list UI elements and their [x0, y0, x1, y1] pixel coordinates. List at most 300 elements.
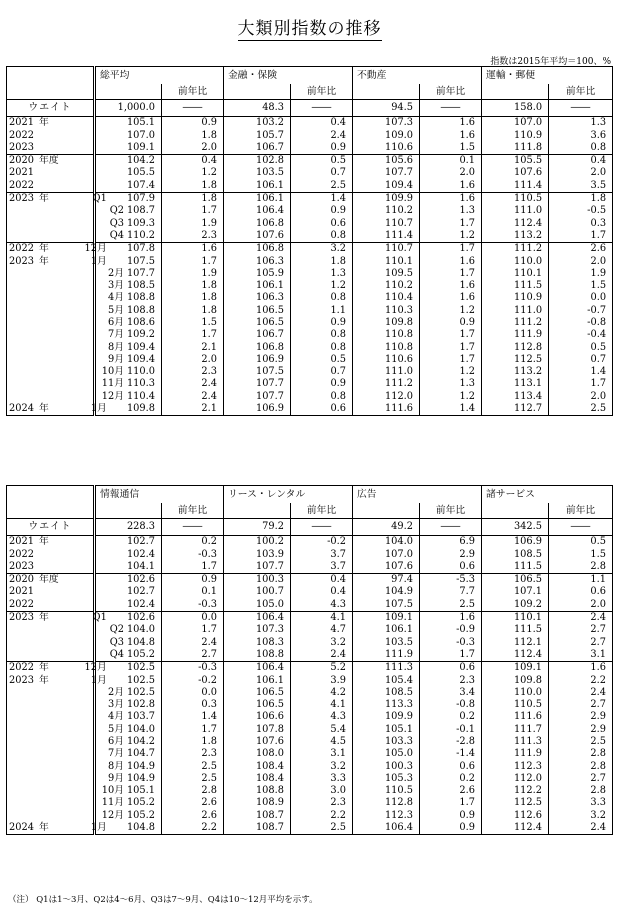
index-value: 112.2 — [482, 785, 549, 797]
index-value: 109.9 — [353, 192, 420, 205]
yoy-value: 1.5 — [420, 142, 482, 155]
yoy-value: 1.7 — [162, 205, 224, 217]
yoy-value: 1.6 — [420, 179, 482, 192]
yoy-value: 0.6 — [420, 561, 482, 574]
index-value: 109.4 — [353, 179, 420, 192]
yoy-value: 3.2 — [549, 810, 613, 822]
row-label — [7, 353, 124, 366]
index-value: 103.9 — [224, 548, 291, 560]
weight-label: ウエイト — [7, 519, 95, 536]
table-row — [7, 773, 613, 785]
row-period: 3月 — [107, 280, 124, 292]
yoy-value: 0.1 — [420, 154, 482, 167]
row-label — [7, 229, 124, 243]
index-value: 108.7 — [95, 205, 162, 217]
table-row — [7, 760, 613, 772]
yoy-value: 1.8 — [162, 179, 224, 192]
index-value: 102.6 — [95, 611, 162, 624]
index-value: 111.9 — [482, 748, 549, 760]
row-period: 10月 — [101, 366, 124, 378]
index-value: 106.4 — [224, 661, 291, 674]
table-row — [7, 341, 613, 353]
yoy-value: 2.4 — [291, 649, 353, 662]
category-name: 金融・保険 — [224, 67, 353, 85]
table-row — [7, 354, 613, 366]
index-value: 100.3 — [353, 760, 420, 772]
row-label — [7, 723, 124, 735]
index-value: 107.5 — [224, 366, 291, 378]
category-name: 運輸・郵便 — [482, 67, 613, 85]
yoy-value: 2.0 — [420, 167, 482, 179]
yoy-value: 2.4 — [162, 636, 224, 648]
yoy-value: 1.1 — [291, 304, 353, 316]
yoy-value: 1.7 — [162, 624, 224, 636]
index-value: 110.1 — [482, 611, 549, 624]
yoy-value: 1.7 — [420, 649, 482, 662]
index-value: 108.9 — [224, 797, 291, 809]
yoy-value: 2.5 — [420, 598, 482, 611]
yoy-value: 1.7 — [162, 329, 224, 341]
row-label — [7, 636, 124, 648]
row-label — [7, 154, 95, 167]
row-year: 2023 — [9, 193, 34, 205]
index-value: 107.7 — [224, 561, 291, 574]
yoy-value: 2.3 — [162, 230, 224, 243]
index-value: 110.0 — [95, 366, 162, 378]
index-value: 104.2 — [95, 736, 162, 748]
row-label — [7, 573, 95, 586]
index-value: 110.0 — [482, 687, 549, 699]
yoy-value: 0.0 — [162, 687, 224, 699]
yoy-value: 1.4 — [291, 192, 353, 205]
index-value: 111.2 — [353, 378, 420, 390]
index-value: 107.7 — [224, 391, 291, 403]
index-value: 107.0 — [353, 548, 420, 560]
table-row — [7, 179, 613, 192]
index-value: 108.0 — [224, 748, 291, 760]
index-subheader — [95, 84, 162, 100]
index-value: 109.8 — [482, 674, 549, 686]
yoy-value: 0.4 — [291, 573, 353, 586]
index-value: 106.4 — [353, 822, 420, 835]
index-value: 106.1 — [224, 674, 291, 686]
yoy-value: 2.7 — [549, 636, 613, 648]
index-value: 110.8 — [353, 329, 420, 341]
index-value: 107.0 — [482, 117, 549, 130]
index-value: 97.4 — [353, 573, 420, 586]
row-period: 12月 — [101, 390, 124, 402]
index-value: 107.8 — [224, 723, 291, 735]
yoy-value: 0.5 — [291, 154, 353, 167]
row-period-type: 年 — [39, 662, 49, 674]
index-value: 113.2 — [482, 230, 549, 243]
row-period: 4月 — [107, 292, 124, 304]
row-label — [7, 772, 124, 785]
row-label — [7, 329, 124, 341]
index-value: 105.1 — [95, 785, 162, 797]
index-value: 112.4 — [482, 217, 549, 229]
row-period: Q2 — [109, 624, 124, 636]
yoy-value: 0.9 — [420, 810, 482, 822]
index-subheader — [224, 84, 291, 100]
table-row — [7, 687, 613, 699]
row-label — [7, 192, 107, 205]
yoy-value: 6.9 — [420, 536, 482, 549]
row-period: 7月 — [107, 748, 124, 760]
table-row — [7, 391, 613, 403]
index-value: 109.1 — [353, 611, 420, 624]
corner-cell — [7, 486, 95, 519]
yoy-value: 1.5 — [549, 548, 613, 560]
index-value: 107.8 — [95, 242, 162, 255]
category-header-row — [7, 486, 613, 504]
yoy-value: -0.9 — [420, 624, 482, 636]
index-value: 106.6 — [224, 711, 291, 723]
index-value: 102.7 — [95, 536, 162, 549]
index-value: 111.5 — [482, 280, 549, 292]
index-value: 112.6 — [482, 810, 549, 822]
yoy-value: 0.2 — [162, 536, 224, 549]
index-value: 106.5 — [224, 317, 291, 329]
index-value: 110.9 — [482, 292, 549, 304]
index-value: 104.0 — [353, 536, 420, 549]
yoy-value: 0.9 — [291, 205, 353, 217]
index-value: 111.2 — [482, 242, 549, 255]
table-row — [7, 536, 613, 549]
yoy-value: -0.3 — [162, 598, 224, 611]
yoy-value: 1.7 — [420, 268, 482, 280]
yoy-value: 3.4 — [420, 687, 482, 699]
yoy-value: 1.7 — [549, 230, 613, 243]
row-period: 1月 — [90, 674, 107, 686]
weight-value: 1,000.0 — [95, 100, 162, 117]
index-value: 108.5 — [353, 687, 420, 699]
yoy-value: 3.2 — [291, 760, 353, 772]
row-period-type: 年 — [39, 117, 49, 129]
yoy-value: 2.2 — [291, 810, 353, 822]
weight-dash: ―― — [549, 519, 613, 536]
index-value: 105.3 — [353, 773, 420, 785]
row-period: 9月 — [107, 353, 124, 365]
row-label — [7, 561, 95, 574]
page-title: 大類別指数の推移 — [237, 19, 382, 39]
yoy-value: 1.4 — [549, 366, 613, 378]
yoy-value: 2.4 — [162, 378, 224, 390]
row-label — [7, 304, 124, 316]
table-row — [7, 810, 613, 822]
yoy-value: 1.7 — [549, 378, 613, 390]
index-value: 105.9 — [224, 268, 291, 280]
index-value: 110.0 — [482, 255, 549, 267]
index-value: 111.9 — [482, 329, 549, 341]
index-value: 113.4 — [482, 391, 549, 403]
row-label — [7, 292, 124, 304]
index-value: 104.1 — [95, 561, 162, 574]
yoy-value: -0.8 — [420, 699, 482, 711]
index-value: 111.3 — [482, 736, 549, 748]
yoy-value: 4.2 — [291, 687, 353, 699]
table-row — [7, 573, 613, 586]
index-table-2 — [6, 485, 613, 835]
weight-value: 48.3 — [224, 100, 291, 117]
yoy-value: 1.2 — [420, 366, 482, 378]
yoy-value: 7.7 — [420, 586, 482, 598]
row-label — [7, 699, 124, 711]
row-period: 2月 — [107, 267, 124, 279]
index-value: 108.6 — [95, 317, 162, 329]
table-row — [7, 723, 613, 735]
yoy-value: 0.9 — [291, 142, 353, 155]
row-period: 5月 — [107, 304, 124, 316]
index-value: 107.0 — [95, 129, 162, 141]
subheader-row — [7, 84, 613, 100]
yoy-value: 2.5 — [549, 403, 613, 416]
index-value: 112.0 — [353, 391, 420, 403]
yoy-value: 1.7 — [162, 561, 224, 574]
index-value: 110.6 — [353, 354, 420, 366]
index-value: 112.5 — [482, 797, 549, 809]
category-name: 不動産 — [353, 67, 482, 85]
yoy-subheader: 前年比 — [162, 503, 224, 519]
index-value: 110.9 — [482, 129, 549, 141]
yoy-value: 2.8 — [162, 785, 224, 797]
index-value: 106.3 — [224, 255, 291, 267]
yoy-value: 2.9 — [549, 723, 613, 735]
table-row — [7, 192, 613, 205]
yoy-value: 2.0 — [549, 391, 613, 403]
row-label — [7, 255, 107, 267]
table-row — [7, 403, 613, 416]
yoy-value: 3.7 — [291, 561, 353, 574]
index-value: 108.5 — [95, 280, 162, 292]
index-value: 109.9 — [353, 711, 420, 723]
index-value: 106.4 — [224, 205, 291, 217]
yoy-value: 2.5 — [162, 773, 224, 785]
table-row — [7, 292, 613, 304]
yoy-value: 1.7 — [420, 797, 482, 809]
row-period-type: 年度 — [39, 574, 59, 586]
row-period: Q1 — [92, 193, 107, 205]
index-value: 112.8 — [353, 797, 420, 809]
table-row — [7, 317, 613, 329]
yoy-value: 1.7 — [420, 217, 482, 229]
index-subheader — [353, 503, 420, 519]
index-value: 110.3 — [353, 304, 420, 316]
index-value: 106.8 — [224, 242, 291, 255]
index-value: 110.2 — [95, 230, 162, 243]
row-period: 8月 — [107, 341, 124, 353]
index-value: 107.7 — [95, 268, 162, 280]
index-value: 111.3 — [353, 661, 420, 674]
index-value: 105.5 — [482, 154, 549, 167]
yoy-value: 2.1 — [162, 403, 224, 416]
index-subheader — [482, 503, 549, 519]
row-year: 2023 — [9, 612, 34, 624]
index-value: 109.8 — [95, 403, 162, 416]
yoy-value: 0.7 — [291, 366, 353, 378]
row-year: 2023 — [9, 674, 34, 686]
row-year: 2023 — [9, 141, 34, 153]
yoy-value: 2.9 — [549, 711, 613, 723]
row-period: 5月 — [107, 723, 124, 735]
yoy-value: -5.3 — [420, 573, 482, 586]
index-value: 110.5 — [482, 192, 549, 205]
yoy-value: 0.2 — [420, 773, 482, 785]
yoy-value: 2.2 — [162, 822, 224, 835]
index-value: 113.2 — [482, 366, 549, 378]
weight-dash: ―― — [291, 100, 353, 117]
index-value: 103.3 — [353, 736, 420, 748]
index-value: 102.6 — [95, 573, 162, 586]
yoy-value: 1.7 — [420, 341, 482, 353]
row-period-type: 年 — [39, 403, 49, 415]
row-label — [7, 785, 124, 797]
yoy-value: -0.3 — [162, 661, 224, 674]
table-row — [7, 230, 613, 243]
yoy-value: 1.7 — [162, 723, 224, 735]
yoy-value: 1.7 — [420, 329, 482, 341]
row-year: 2022 — [9, 243, 34, 255]
yoy-value: 0.8 — [291, 391, 353, 403]
yoy-value: 0.0 — [162, 611, 224, 624]
yoy-value: 1.6 — [162, 242, 224, 255]
row-label — [7, 366, 124, 378]
index-value: 112.8 — [482, 341, 549, 353]
yoy-value: 0.4 — [162, 154, 224, 167]
row-period-type: 年 — [39, 536, 49, 548]
index-value: 106.8 — [224, 217, 291, 229]
index-value: 109.4 — [95, 341, 162, 353]
row-year: 2021 — [9, 167, 34, 179]
index-value: 109.8 — [353, 317, 420, 329]
index-value: 104.0 — [95, 624, 162, 636]
row-year: 2022 — [9, 548, 34, 560]
index-value: 106.1 — [353, 624, 420, 636]
row-period: 10月 — [101, 785, 124, 797]
index-value: 108.8 — [224, 649, 291, 662]
index-value: 106.4 — [224, 611, 291, 624]
index-value: 105.5 — [95, 167, 162, 179]
row-period: 11月 — [101, 797, 124, 809]
yoy-value: 1.5 — [162, 317, 224, 329]
index-value: 102.5 — [95, 661, 162, 674]
index-value: 112.4 — [482, 649, 549, 662]
table-row — [7, 598, 613, 611]
index-table-1 — [6, 66, 613, 416]
yoy-value: 3.1 — [291, 748, 353, 760]
category-name: 情報通信 — [95, 486, 224, 504]
row-period: 2月 — [107, 686, 124, 698]
index-value: 105.2 — [95, 797, 162, 809]
yoy-value: -2.8 — [420, 736, 482, 748]
yoy-value: 2.3 — [162, 366, 224, 378]
row-year: 2022 — [9, 129, 34, 141]
table-row — [7, 736, 613, 748]
yoy-value: 1.8 — [291, 255, 353, 267]
weight-value: 228.3 — [95, 519, 162, 536]
yoy-value: 0.6 — [420, 661, 482, 674]
row-label — [7, 129, 95, 141]
yoy-value: 2.4 — [291, 129, 353, 141]
yoy-value: 1.6 — [420, 611, 482, 624]
index-value: 106.7 — [224, 142, 291, 155]
index-value: 106.8 — [224, 341, 291, 353]
yoy-value: 1.2 — [420, 230, 482, 243]
index-value: 106.5 — [224, 699, 291, 711]
index-value: 106.1 — [224, 192, 291, 205]
yoy-subheader: 前年比 — [291, 84, 353, 100]
index-value: 108.7 — [224, 810, 291, 822]
row-year: 2022 — [9, 598, 34, 610]
row-label — [7, 598, 95, 611]
yoy-value: -1.4 — [420, 748, 482, 760]
index-value: 108.8 — [95, 304, 162, 316]
yoy-value: 2.0 — [549, 255, 613, 267]
index-value: 100.3 — [224, 573, 291, 586]
index-subheader — [95, 503, 162, 519]
row-label — [7, 797, 124, 809]
index-value: 111.6 — [482, 711, 549, 723]
row-label — [7, 142, 95, 155]
index-value: 105.4 — [353, 674, 420, 686]
yoy-value: 1.6 — [420, 192, 482, 205]
index-value: 104.7 — [95, 748, 162, 760]
index-value: 112.5 — [482, 354, 549, 366]
index-value: 105.6 — [353, 154, 420, 167]
yoy-subheader: 前年比 — [162, 84, 224, 100]
category-header-row — [7, 67, 613, 85]
table-row — [7, 674, 613, 686]
index-value: 112.3 — [353, 810, 420, 822]
index-value: 107.5 — [95, 255, 162, 267]
yoy-value: 2.6 — [162, 797, 224, 809]
weight-value: 79.2 — [224, 519, 291, 536]
table-row — [7, 711, 613, 723]
index-value: 104.9 — [95, 760, 162, 772]
yoy-value: 0.9 — [291, 317, 353, 329]
category-name: 総平均 — [95, 67, 224, 85]
yoy-value: 3.9 — [291, 674, 353, 686]
index-value: 109.1 — [482, 661, 549, 674]
yoy-value: 0.8 — [291, 341, 353, 353]
weight-dash: ―― — [549, 100, 613, 117]
index-value: 110.2 — [353, 280, 420, 292]
table-row — [7, 329, 613, 341]
category-name: 諸サービス — [482, 486, 613, 504]
yoy-value: 1.2 — [162, 167, 224, 179]
yoy-value: 0.5 — [549, 536, 613, 549]
yoy-value: 2.7 — [549, 773, 613, 785]
yoy-value: 1.9 — [549, 268, 613, 280]
row-year: 2022 — [9, 179, 34, 191]
yoy-value: 1.6 — [420, 129, 482, 141]
yoy-value: 1.6 — [549, 661, 613, 674]
row-period-type: 年 — [39, 255, 49, 267]
index-value: 107.3 — [224, 624, 291, 636]
row-period: Q4 — [109, 229, 124, 241]
row-label — [7, 624, 124, 636]
yoy-value: 1.6 — [420, 292, 482, 304]
yoy-value: 3.3 — [291, 773, 353, 785]
yoy-value: 4.1 — [291, 699, 353, 711]
row-year: 2020 — [9, 574, 34, 586]
yoy-value: 2.5 — [549, 736, 613, 748]
table-row — [7, 205, 613, 217]
table-row — [7, 255, 613, 267]
index-value: 111.5 — [482, 561, 549, 574]
index-value: 110.1 — [353, 255, 420, 267]
yoy-value: -0.8 — [549, 317, 613, 329]
